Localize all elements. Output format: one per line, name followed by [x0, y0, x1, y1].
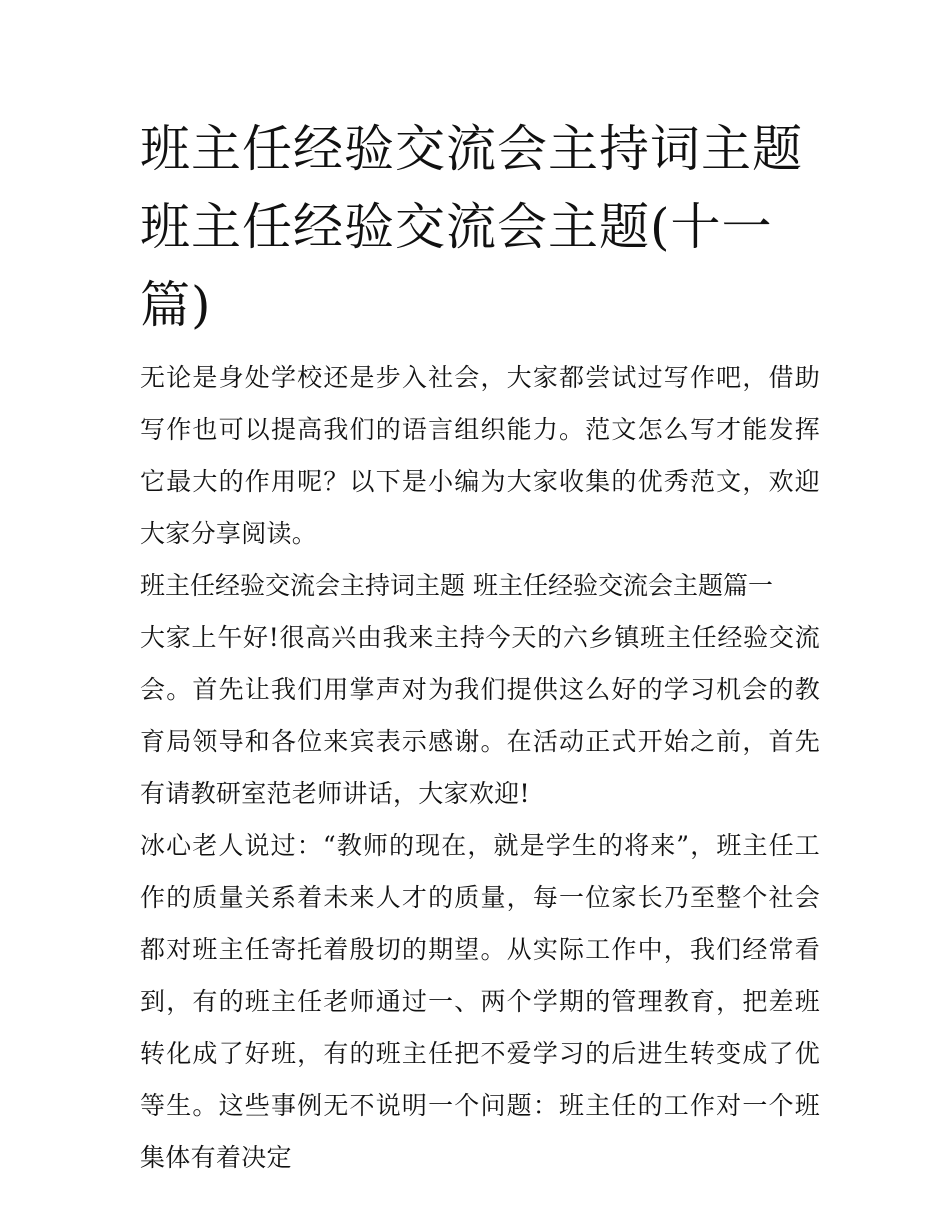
title-line-2: 班主任经验交流会主题(十一 — [140, 198, 773, 256]
body-paragraph-2: 冰心老人说过：“教师的现在，就是学生的将来”，班主任工作的质量关系着未来人才的质量，每一位家长乃至整个社会都对班主任寄托着殷切的期望。从实际工作中，我们经常看到，有的班主任老师通过一、两个学期的管理教育，把差班转化成了好班，有的班主任把不爱学习的后进生转变成了优等生。这些事例无不说明一个问题：班主任的工作对一个班集体有着决定 — [140, 831, 820, 1172]
title-line-3: 篇) — [140, 276, 212, 334]
document-page — [140, 110, 820, 1184]
section-heading: 班主任经验交流会主持词主题 班主任经验交流会主题篇一 — [140, 571, 773, 600]
body-paragraph-1: 大家上午好!很高兴由我来主持今天的六乡镇班主任经验交流会。首先让我们用掌声对为我们提供这么好的学习机会的教育局领导和各位来宾表示感谢。在活动正式开始之前，首先有请教研室范老师讲话，大家欢迎! — [140, 623, 820, 808]
title-line-1: 班主任经验交流会主持词主题 — [140, 120, 803, 178]
intro-paragraph: 无论是身处学校还是步入社会，大家都尝试过写作吧，借助写作也可以提高我们的语言组织能力。范文怎么写才能发挥它最大的作用呢？以下是小编为大家收集的优秀范文，欢迎大家分享阅读。 — [140, 363, 820, 548]
document-title — [140, 110, 820, 344]
